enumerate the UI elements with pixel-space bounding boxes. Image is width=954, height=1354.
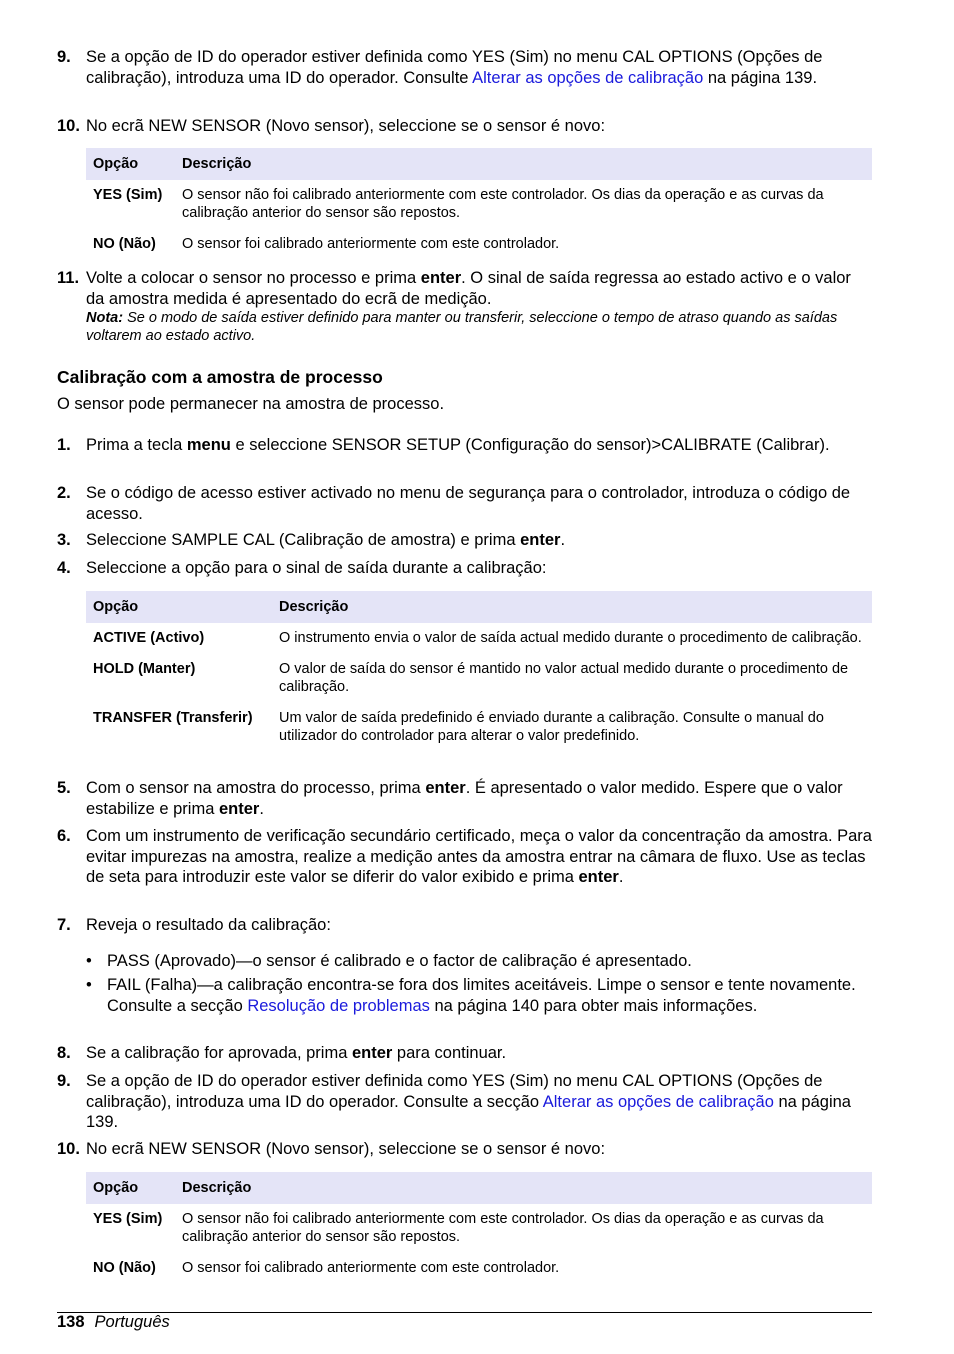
- column-header: Descrição: [272, 591, 872, 623]
- step-number: 3.: [57, 531, 71, 549]
- step-number: 6.: [57, 827, 71, 845]
- table-row: NO (Não) O sensor foi calibrado anteriormente com este controlador.: [93, 236, 560, 252]
- step-number: 5.: [57, 779, 71, 797]
- column-header: Opção: [86, 591, 272, 623]
- step-number: 1.: [57, 436, 71, 454]
- page-footer: [57, 1313, 170, 1332]
- step-7: 7. Reveja o resultado da calibração:: [57, 916, 331, 934]
- table-output-signal: [86, 591, 872, 752]
- column-header: Descrição: [175, 1172, 872, 1204]
- step-11: 11. Volte a colocar o sensor no processo e prima enter. O sinal de saída regressa ao estado activo e o valor da amostra medida é apresentado do ecrã de medição. Nota: Se o modo de saída estiver definido para manter ou transferir, seleccione o tempo de atraso quando as saídas voltarem ao estado activo.: [57, 268, 872, 345]
- link-calibration-options[interactable]: Alterar as opções de calibração: [472, 68, 704, 87]
- bullet-fail: • FAIL (Falha)—a calibração encontra-se fora dos limites aceitáveis. Limpe o sensor e tente novamente. Consulte a secção Resolução de problemas na página 140 para obter mais informações.: [86, 976, 856, 1015]
- column-header: Opção: [86, 1172, 175, 1204]
- link-troubleshooting[interactable]: Resolução de problemas: [247, 996, 430, 1015]
- step-8: 8. Se a calibração for aprovada, prima enter para continuar.: [57, 1044, 507, 1062]
- column-header: Opção: [86, 148, 175, 180]
- step-number: 11.: [57, 269, 80, 287]
- table-row: HOLD (Manter) O valor de saída do sensor é mantido no valor actual medido durante o procedimento de calibração.: [93, 661, 849, 695]
- step-1: 1. Prima a tecla menu e seleccione SENSOR SETUP (Configuração do sensor)>CALIBRATE (Calibrar).: [57, 436, 830, 454]
- table-new-sensor: [86, 148, 872, 260]
- table-row: TRANSFER (Transferir) Um valor de saída predefinido é enviado durante a calibração. Consulte o manual do utilizador do controlador para alterar o valor predefinido.: [93, 710, 824, 744]
- step-5: 5. Com o sensor na amostra do processo, prima enter. É apresentado o valor medido. Espere que o valor estabilize e prima enter.: [57, 779, 843, 818]
- page-number: 138: [57, 1313, 85, 1331]
- note: Nota: Se o modo de saída estiver definido para manter ou transferir, seleccione o tempo de atraso quando as saídas voltarem ao estado activo.: [86, 310, 838, 344]
- section-intro: O sensor pode permanecer na amostra de processo.: [57, 395, 445, 413]
- step-number: 8.: [57, 1044, 71, 1062]
- footer-divider: [57, 1312, 872, 1313]
- column-header: Descrição: [175, 148, 872, 180]
- table-row: YES (Sim) O sensor não foi calibrado anteriormente com este controlador. Os dias da operação e as curvas da calibração anterior do sensor são repostos.: [93, 1211, 824, 1245]
- step-number: 7.: [57, 916, 71, 934]
- link-calibration-options[interactable]: Alterar as opções de calibração: [542, 1092, 774, 1111]
- step-number: 9.: [57, 1072, 71, 1090]
- step-3: 3. Seleccione SAMPLE CAL (Calibração de amostra) e prima enter.: [57, 531, 566, 549]
- step-10: 10. No ecrã NEW SENSOR (Novo sensor), seleccione se o sensor é novo:: [57, 1140, 606, 1158]
- table-row: YES (Sim) O sensor não foi calibrado anteriormente com este controlador. Os dias da operação e as curvas da calibração anterior do sensor são repostos.: [93, 187, 824, 221]
- table-row: ACTIVE (Activo) O instrumento envia o valor de saída actual medido durante o procedimento de calibração.: [93, 630, 862, 646]
- step-number: 4.: [57, 559, 71, 577]
- step-2: 2. Se o código de acesso estiver activado no menu de segurança para o controlador, introduza o código de acesso.: [57, 484, 851, 523]
- step-9-top: 9. Se a opção de ID do operador estiver definida como YES (Sim) no menu CAL OPTIONS (Opções de calibração), introduza uma ID do operador. Consulte Alterar as opções de calibração na página 139.: [57, 48, 823, 87]
- step-number: 9.: [57, 48, 71, 66]
- section-heading: Calibração com a amostra de processo: [57, 367, 383, 387]
- table-row: NO (Não) O sensor foi calibrado anteriormente com este controlador.: [93, 1260, 560, 1276]
- footer-language: Português: [94, 1313, 170, 1331]
- step-number: 10.: [57, 1140, 80, 1158]
- table-new-sensor-2: [86, 1172, 872, 1284]
- step-4: 4. Seleccione a opção para o sinal de saída durante a calibração:: [57, 559, 547, 577]
- step-9: 9. Se a opção de ID do operador estiver definida como YES (Sim) no menu CAL OPTIONS (Opções de calibração), introduza uma ID do operador. Consulte a secção Alterar as opções de calibração na página 139.: [57, 1072, 851, 1131]
- bullet-pass: • PASS (Aprovado)—o sensor é calibrado e o factor de calibração é apresentado.: [86, 952, 692, 970]
- step-number: 10.: [57, 117, 80, 135]
- step-6: 6. Com um instrumento de verificação secundário certificado, meça o valor da concentração da amostra. Para evitar impurezas na amostra, realize a medição antes da amostra entrar na câmara de fluxo. Use as teclas de seta para introduzir este valor se diferir do valor exibido e prima enter.: [57, 827, 872, 886]
- step-number: 2.: [57, 484, 71, 502]
- step-10-top: 10. No ecrã NEW SENSOR (Novo sensor), seleccione se o sensor é novo:: [57, 117, 606, 135]
